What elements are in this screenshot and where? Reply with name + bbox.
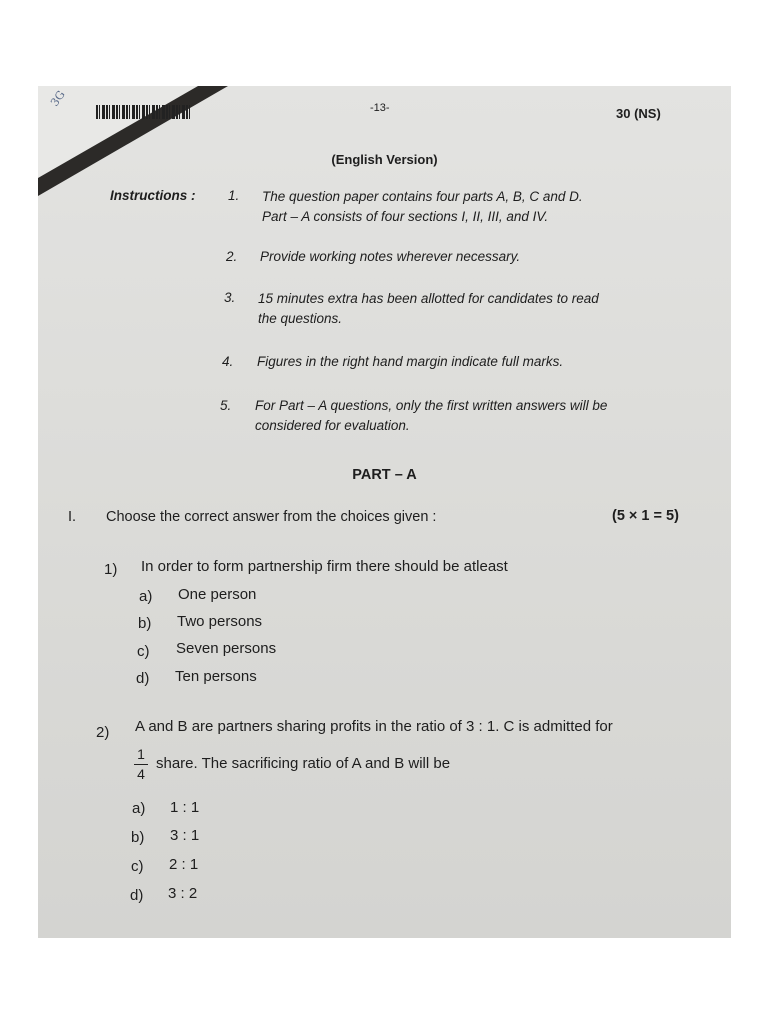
- instruction-text: [262, 187, 583, 227]
- option-text: One person: [178, 586, 257, 603]
- exam-paper: [38, 86, 731, 938]
- option-letter: a): [132, 800, 146, 817]
- option-letter: d): [130, 887, 144, 904]
- fraction-denominator: 4: [137, 766, 145, 782]
- instruction-line: 15 minutes extra has been allotted for candidates to read: [258, 291, 599, 306]
- instruction-text: [255, 396, 607, 436]
- question-text-continued: share. The sacrificing ratio of A and B will be: [156, 755, 451, 772]
- instruction-text: [258, 289, 599, 329]
- instruction-number: 2.: [226, 249, 238, 264]
- fraction-bar: [134, 764, 148, 765]
- instruction-text: [260, 247, 520, 267]
- instruction-number: 5.: [220, 398, 232, 413]
- option-letter: a): [139, 588, 153, 605]
- fraction: [134, 746, 148, 783]
- fraction-numerator: 1: [137, 746, 145, 762]
- part-title: PART – A: [352, 467, 417, 483]
- instruction-line: Figures in the right hand margin indicate full marks.: [257, 354, 564, 369]
- option-text: Ten persons: [175, 668, 257, 685]
- option-letter: b): [138, 615, 152, 632]
- option-text: Seven persons: [176, 640, 277, 657]
- instruction-line: considered for evaluation.: [255, 418, 410, 433]
- instruction-line: For Part – A questions, only the first written answers will be: [255, 398, 608, 413]
- corner-mark: 3G: [48, 88, 68, 109]
- option-text: 1 : 1: [170, 799, 200, 816]
- instructions-label: Instructions :: [110, 188, 196, 203]
- question-number: 2): [96, 724, 110, 741]
- question-number: 1): [104, 561, 118, 578]
- instruction-line: Part – A consists of four sections I, II, III, and IV.: [262, 209, 549, 224]
- instruction-line: the questions.: [258, 311, 343, 326]
- question-text: A and B are partners sharing profits in the ratio of 3 : 1. C is admitted for: [135, 718, 613, 735]
- page-number: -13-: [370, 102, 390, 114]
- option-text: 2 : 1: [169, 856, 199, 873]
- question-text: In order to form partnership firm there should be atleast: [141, 558, 508, 575]
- option-letter: c): [131, 858, 144, 875]
- instruction-line: Provide working notes wherever necessary.: [260, 249, 521, 264]
- option-text: Two persons: [177, 613, 263, 630]
- option-letter: c): [137, 643, 150, 660]
- option-letter: d): [136, 670, 150, 687]
- instruction-number: 1.: [228, 188, 240, 203]
- instruction-text: [257, 352, 563, 372]
- instruction-number: 4.: [222, 354, 234, 369]
- version-title: (English Version): [331, 152, 438, 167]
- paper-code: 30 (NS): [616, 106, 661, 121]
- section-number: I.: [68, 509, 77, 525]
- option-text: 3 : 2: [168, 885, 198, 902]
- option-text: 3 : 1: [170, 827, 200, 844]
- instruction-line: The question paper contains four parts A, B, C and D.: [262, 189, 583, 204]
- option-letter: b): [131, 829, 145, 846]
- instruction-number: 3.: [224, 290, 236, 305]
- section-instruction: Choose the correct answer from the choices given :: [106, 509, 437, 525]
- section-marks: (5 × 1 = 5): [612, 508, 679, 524]
- barcode-image: [96, 105, 190, 119]
